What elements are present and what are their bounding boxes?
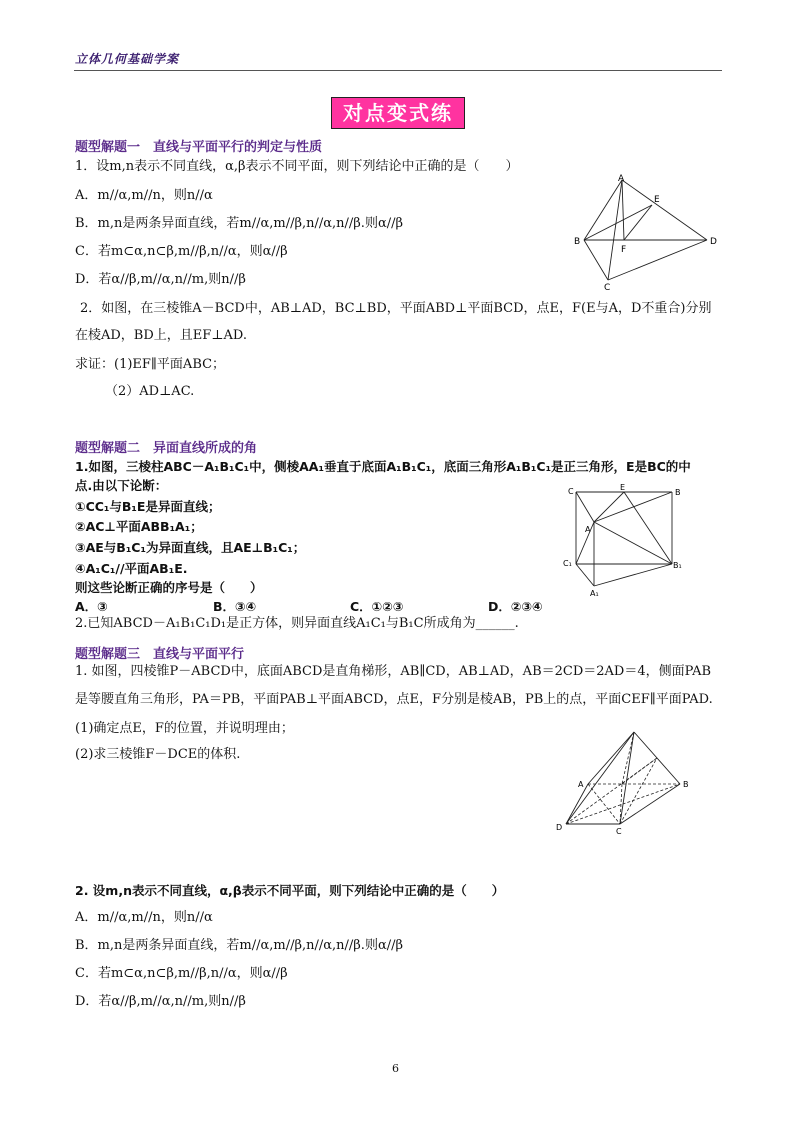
t3-q2-opt-a: A．m//α,m//n，则n//α [75,910,213,925]
pyramid-figure [552,726,692,836]
t1-q1-opt-d: D．若α//β,m//α,n//m,则n//β [75,272,246,287]
t3-q2-stem: 2. 设m,n表示不同直线，α,β表示不同平面，则下列结论中正确的是（ ） [75,883,505,898]
t2-q1-opt-b: B．③④ [213,599,257,614]
fig2-label-a1: A₁ [590,589,599,598]
fig2-label-c1: C₁ [563,559,572,568]
t3-q1-line3: (1)确定点E，F的位置，并说明理由； [75,721,294,736]
t2-q1-s1: ①CC₁与B₁E是异面直线； [75,499,221,514]
t2-q1-opt-a: A．③ [75,599,108,614]
t3-q2-opt-d: D．若α//β,m//α,n//m,则n//β [75,994,246,1009]
t1-q1-opt-c: C．若m⊂α,n⊂β,m//β,n//α，则α//β [75,244,288,259]
t1-q2-line3: 求证：(1)EF∥平面ABC； [75,357,226,372]
fig3-label-d: D [556,823,563,832]
header-rule [74,70,722,71]
fig1-label-a: A [618,174,625,184]
t3-q1-line1: 1. 如图，四棱锥P－ABCD中，底面ABCD是直角梯形，AB∥CD，AB⊥AD，AB＝2CD＝2AD＝4，侧面PAB [75,664,712,679]
page-number: 6 [392,1062,399,1075]
fig1-label-b: B [574,237,581,247]
t2-q1-ask: 则这些论断正确的序号是（ ） [75,580,263,595]
fig1-label-f: F [621,245,627,255]
t1-q1-stem: 1．设m,n表示不同直线，α,β表示不同平面，则下列结论中正确的是（ ） [75,159,519,174]
fig1-label-e: E [654,195,660,205]
fig1-label-d: D [710,237,717,247]
fig3-label-c: C [616,827,622,836]
fig2-label-b: B [675,488,681,497]
section-banner: 对点变式练 [331,97,465,129]
t3-q2-opt-b: B．m,n是两条异面直线，若m//α,m//β,n//α,n//β.则α//β [75,938,403,953]
t2-q1-s3: ③AE与B₁C₁为异面直线，且AE⊥B₁C₁； [75,540,306,555]
t1-q1-opt-b: B．m,n是两条异面直线，若m//α,m//β,n//α,n//β.则α//β [75,216,403,231]
t1-q2-line1: 2．如图，在三棱锥A－BCD中，AB⊥AD，BC⊥BD，平面ABD⊥平面BCD，点E，F(E与A，D不重合)分别 [80,301,712,316]
t1-q2-line4: （2）AD⊥AC. [105,384,195,399]
t1-q2-line2: 在棱AD，BD上，且EF⊥AD. [75,328,248,343]
t2-q2: 2.已知ABCD－A₁B₁C₁D₁是正方体，则异面直线A₁C₁与B₁C所成角为______. [75,616,519,631]
t3-q2-opt-c: C．若m⊂α,n⊂β,m//β,n//α，则α//β [75,966,288,981]
topic2-heading: 题型解题二 异面直线所成的角 [75,441,258,456]
t3-q1-line4: (2)求三棱锥F－DCE的体积. [75,747,241,762]
t2-q1-opt-d: D．②③④ [488,599,543,614]
t2-q1-line1: 1.如图，三棱柱ABC－A₁B₁C₁中，侧棱AA₁垂直于底面A₁B₁C₁，底面三角形A₁B₁C₁是正三角形，E是BC的中 [75,459,691,474]
t2-q1-line2: 点.由以下论断： [75,478,168,493]
t2-q1-opt-c: C．①②③ [350,599,404,614]
topic3-heading: 题型解题三 直线与平面平行 [75,647,245,662]
tetrahedron-figure [572,172,722,292]
t1-q1-opt-a: A．m//α,m//n，则n//α [75,188,213,203]
fig3-label-b: B [683,780,689,789]
t3-q1-line2: 是等腰直角三角形，PA＝PB，平面PAB⊥平面ABCD，点E，F分别是棱AB，PB上的点，平面CEF∥平面PAD. [75,692,713,707]
topic1-heading: 题型解题一 直线与平面平行的判定与性质 [75,140,323,155]
header-title: 立体几何基础学案 [75,52,180,66]
fig2-label-b1: B₁ [673,561,682,570]
t2-q1-s2: ②AC⊥平面ABB₁A₁； [75,519,203,534]
fig1-label-c: C [604,283,611,292]
fig3-label-a: A [578,780,584,789]
fig2-label-e: E [620,483,626,492]
fig2-label-c: C [568,487,574,496]
t2-q1-s4: ④A₁C₁//平面AB₁E. [75,561,188,576]
prism-figure [560,482,690,600]
fig2-label-a: A [585,525,591,534]
